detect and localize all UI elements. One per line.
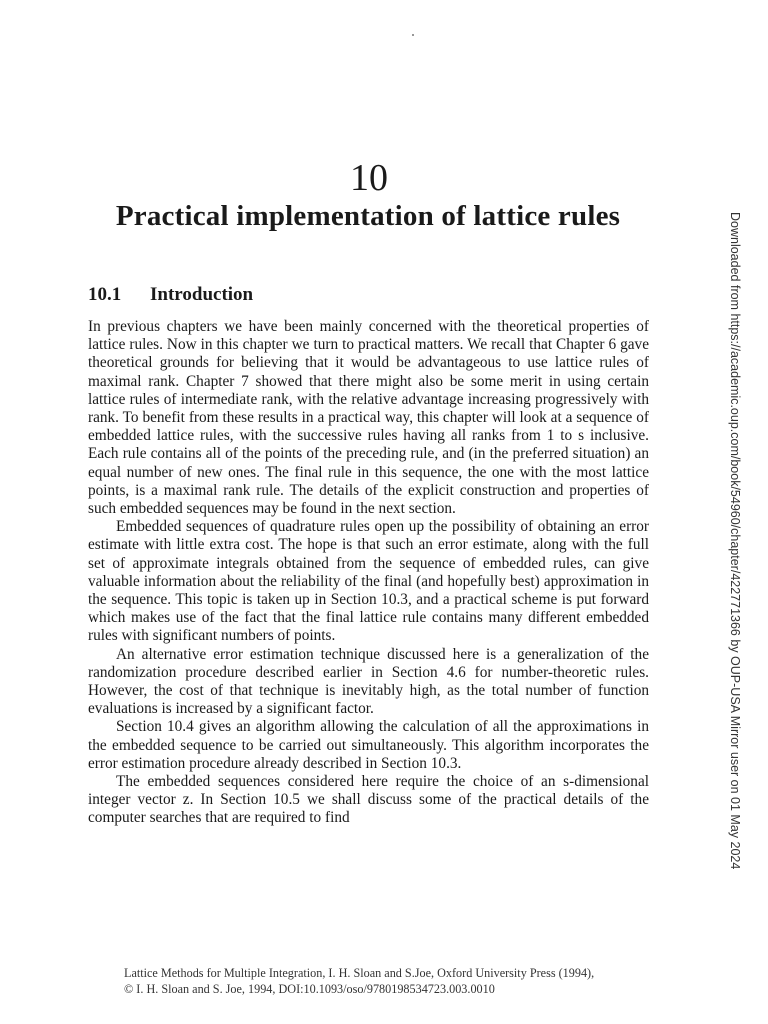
paragraph: An alternative error estimation technique discussed here is a generalization of the randomization procedure described earlier in Section 4.6 for number-theoretic rules. However, the cost of that technique is inevitably high, as the total number of function evaluations is increased by a significant factor.: [88, 645, 649, 718]
section-number: 10.1: [88, 284, 122, 305]
copyright-line: © I. H. Sloan and S. Joe, 1994, DOI:10.1093/oso/9780198534723.003.0010: [124, 981, 495, 996]
paragraph: The embedded sequences considered here require the choice of an s-dimensional integer vector z. In Section 10.5 we shall discuss some of the practical details of the computer searches that are required to find: [88, 773, 649, 827]
paragraph: Embedded sequences of quadrature rules open up the possibility of obtaining an error estimate with little extra cost. The hope is that such an error estimate, along with the full set of approximate integrals obtained from the sequence of embedded rules, can give valuable information about the reliability of the final (and hopefully best) approximation in the sequence. This topic is taken up in Section 10.3, and a practical scheme is put forward which makes use of the fact that the final lattice rule contains many different embedded rules with significant numbers of points.: [88, 518, 649, 645]
section-heading: [88, 284, 253, 306]
paragraph: In previous chapters we have been mainly concerned with the theoretical properties of lattice rules. Now in this chapter we turn to practical matters. We recall that Chapter 6 gave theoretical grounds for believing that it would be advantageous to use lattice rules of maximal rank. Chapter 7 showed that there might also be some merit in using certain lattice rules of intermediate rank, with the relative advantage increasing progressively with rank. To benefit from these results in a practical way, this chapter will look at a sequence of embedded lattice rules, with the successive rules having all ranks from 1 to s inclusive. Each rule contains all of the points of the preceding rule, and (in the preferred situation) an equal number of new ones. The final rule in this sequence, the one with the most lattice points, is a maximal rank rule. The details of the explicit construction and properties of such embedded sequences may be found in the next section.: [88, 318, 649, 518]
download-watermark: Downloaded from https://academic.oup.com/book/54960/chapter/422771366 by OUP-USA Mirror user on 01 May 2024: [728, 212, 742, 870]
citation-line: Lattice Methods for Multiple Integration, I. H. Sloan and S.Joe, Oxford University Press (1994),: [124, 966, 595, 980]
scan-speck: [412, 34, 414, 36]
chapter-title: Practical implementation of lattice rules: [115, 200, 621, 232]
section-title: Introduction: [150, 284, 254, 305]
body-text: [88, 318, 649, 828]
chapter-number: 10: [350, 157, 388, 199]
citation-footer: [124, 966, 684, 997]
paragraph: Section 10.4 gives an algorithm allowing the calculation of all the approximations in the embedded sequence to be carried out simultaneously. This algorithm incorporates the error estimation procedure already described in Section 10.3.: [88, 718, 649, 772]
